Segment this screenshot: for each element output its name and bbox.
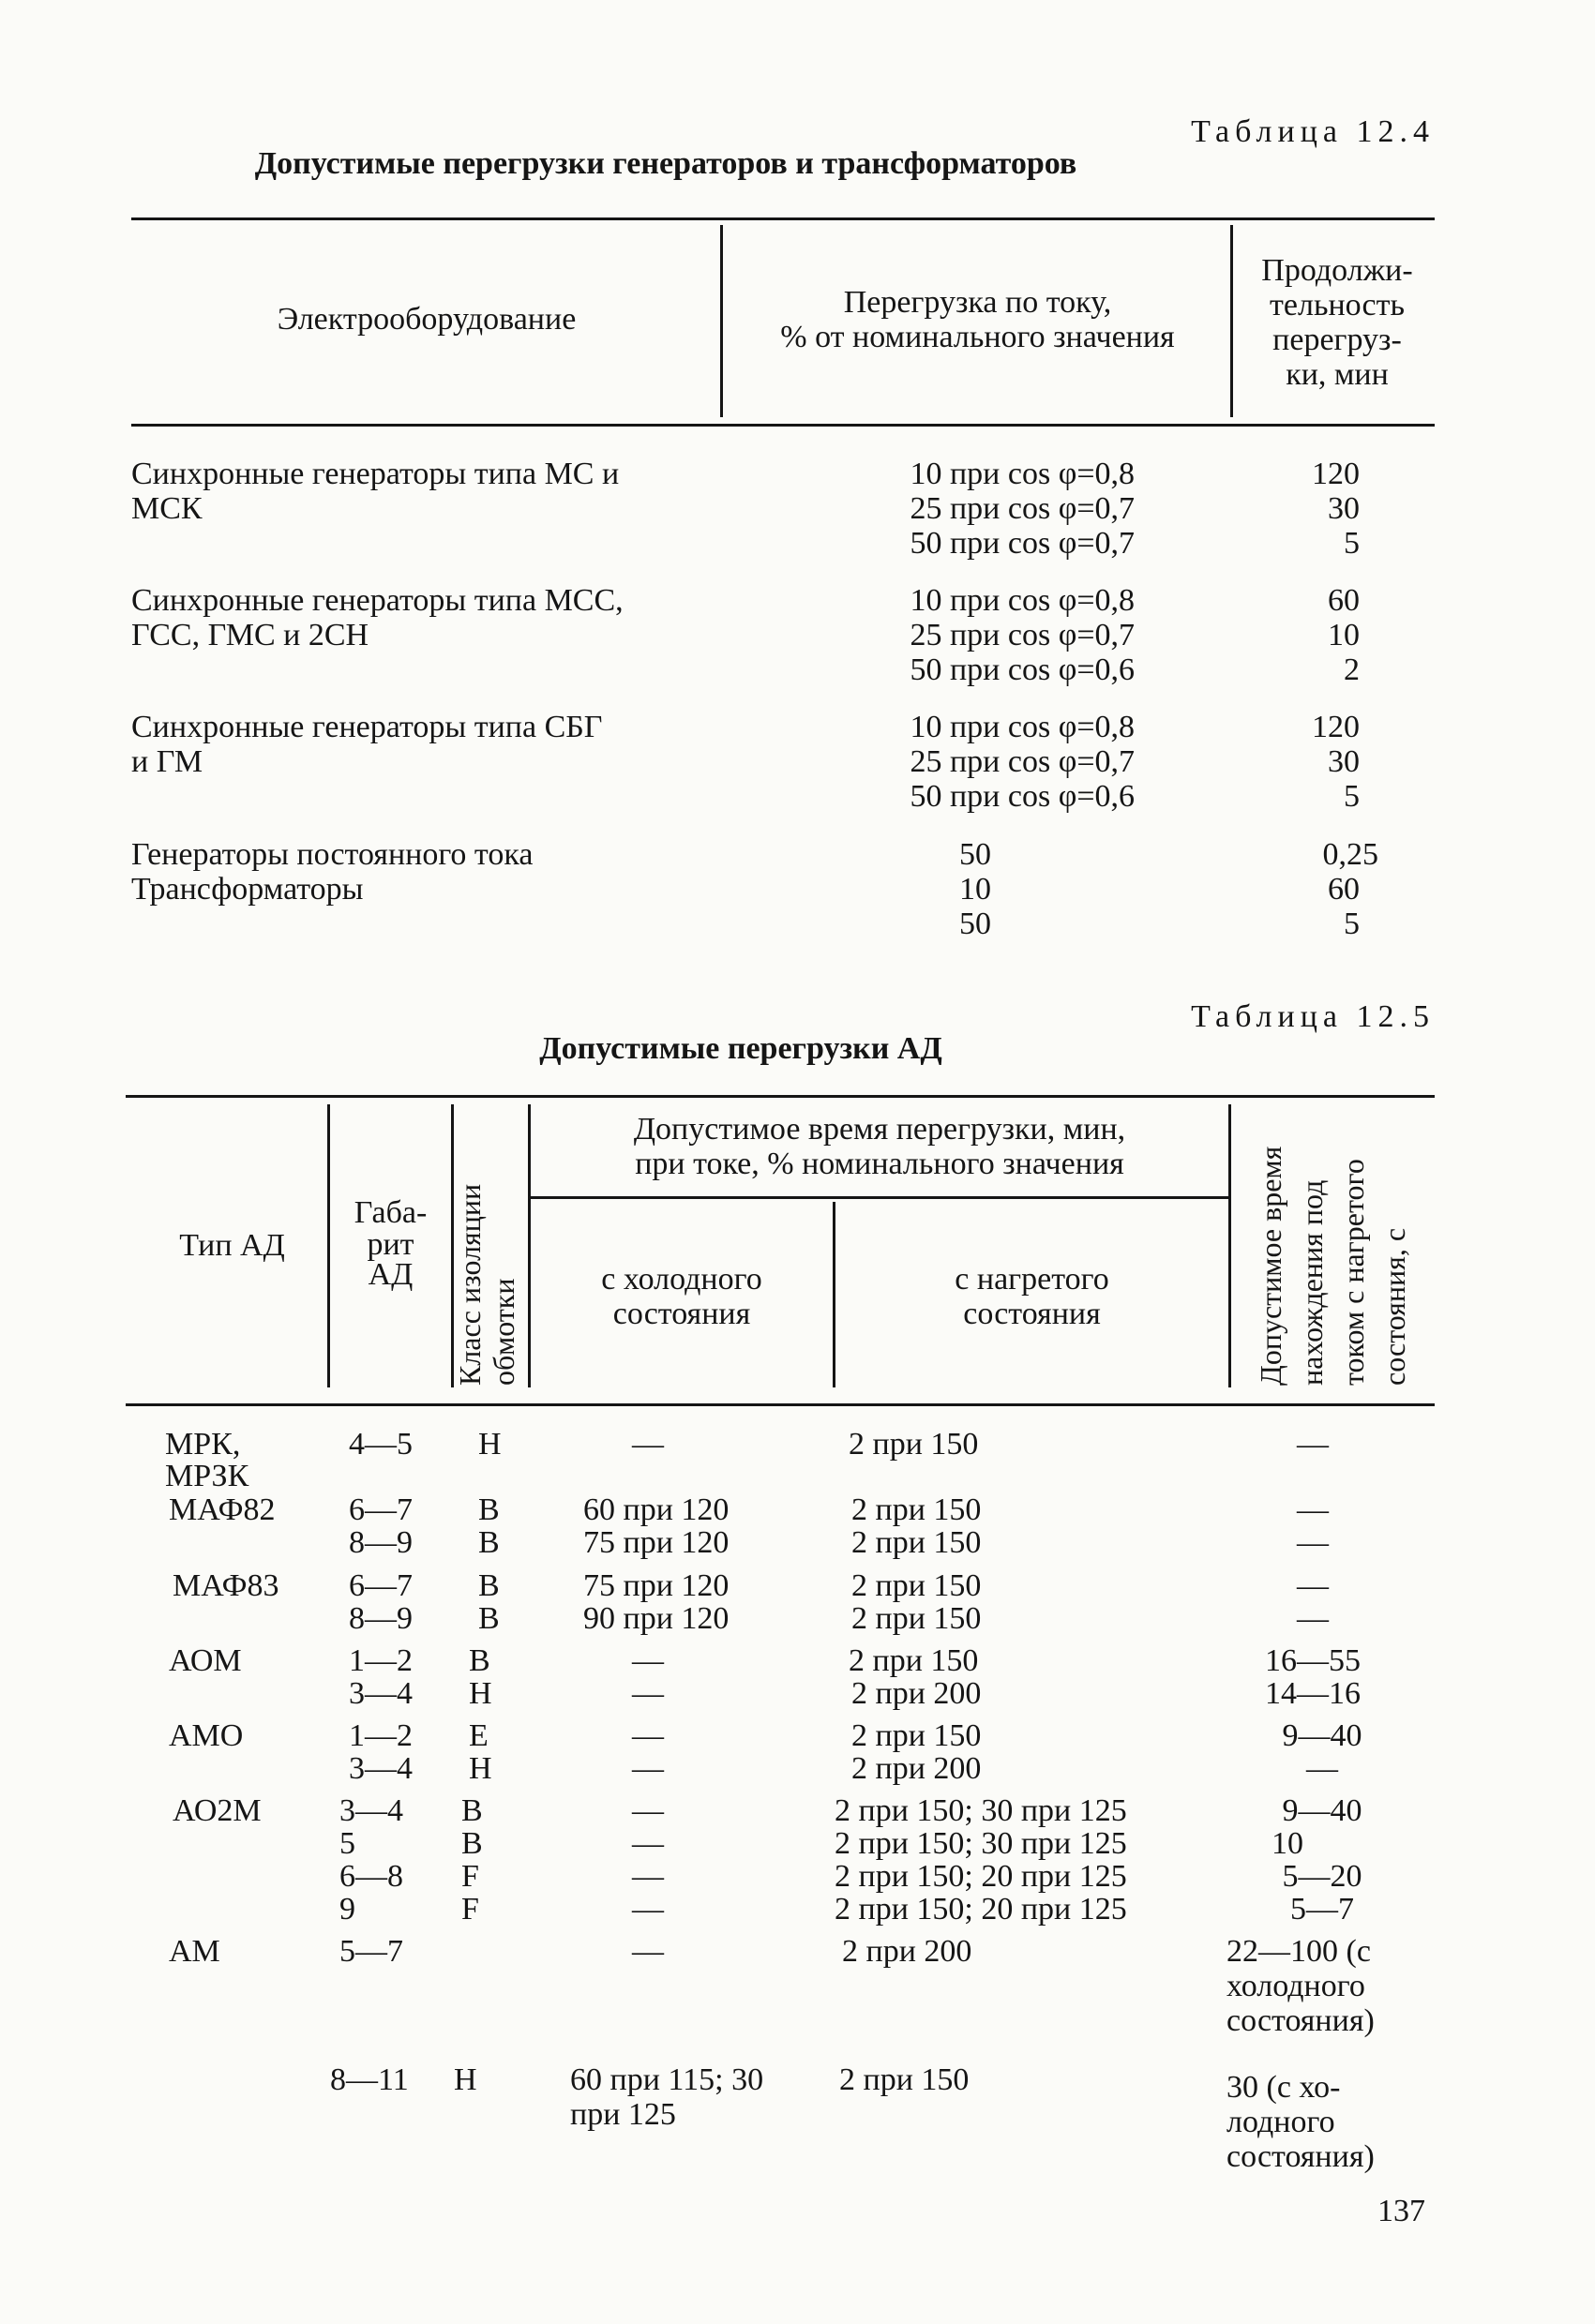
table2-row12-time: 5—20 [1282,1859,1362,1894]
table1-row2-overload-3: 50 при cos φ=0,6 [910,652,1135,687]
table2-row15-time-line-3: состояния) [1226,2139,1375,2174]
table2-row3-hot: 2 при 150 [851,1525,982,1560]
page-number: 137 [1377,2194,1425,2228]
table1-header-duration [1240,253,1435,392]
table1-row2-duration-2: 10 [1328,618,1360,652]
table2-row1-time: — [1297,1427,1329,1462]
table2-header-cold [531,1262,833,1331]
table1-row3-duration-1: 120 [1312,710,1360,744]
table2-row13-size: 9 [339,1892,355,1927]
table2-row6-class: В [469,1643,490,1678]
table2-row8-cold: — [632,1718,664,1753]
table1-row3-duration-2: 30 [1328,744,1360,779]
table2-row2-size: 6—7 [349,1492,413,1527]
table2-row14-time-line-2: холодного [1226,1969,1365,2003]
table2-row5-class: В [478,1601,500,1636]
table2-group-rule [531,1196,1228,1199]
table1-header-duration-line-3: перегруз- [1272,322,1402,357]
table2-header-overload-group [531,1112,1228,1181]
table2-row8-class: Е [469,1718,489,1753]
table1-row4-duration-2: 60 [1328,872,1360,907]
table2-header-overload-group-line-1: Допустимое время перегрузки, мин, [633,1112,1126,1147]
table1-row3-name-line-2: и ГМ [131,744,203,779]
table2-row7-time: 14—16 [1265,1676,1361,1711]
table1-row2-duration-3: 2 [1344,652,1360,687]
table1-row2-overload-1: 10 при cos φ=0,8 [910,583,1135,618]
table2-row1-class: Н [478,1427,502,1462]
table2-row8-hot: 2 при 150 [851,1718,982,1753]
table1-row1-duration-3: 5 [1344,526,1360,561]
table2-row10-class: В [461,1793,483,1828]
table1-row2-duration-1: 60 [1328,583,1360,618]
table2-row4-class: В [478,1568,500,1603]
table1-row4-overload-3: 50 [959,907,991,941]
table2-header-cold-line-1: с холодного [601,1262,762,1297]
table2-row1-cold: — [632,1427,664,1462]
table2-header-allowed-time-line-3: током с нагретого [1336,1159,1370,1386]
table1-row4-duration-1: 0,25 [1322,837,1378,872]
table2-label: Таблица 12.5 [1191,999,1435,1034]
table2-row14-size: 5—7 [339,1934,403,1969]
table2-header-allowed-time-line-4: состояния, с [1377,1227,1411,1386]
table1-row3-overload-3: 50 при cos φ=0,6 [910,779,1135,814]
table1-row1-name-line-2: МСК [131,491,203,526]
table2-row1-size: 4—5 [349,1427,413,1462]
table2-row8-time: 9—40 [1282,1718,1362,1753]
table2-top-rule [126,1095,1435,1098]
table2-header-allowed-time-line-1: Допустимое время [1254,1146,1287,1386]
table1-row4-duration-3: 5 [1344,907,1360,941]
table2-col-divider-5 [1228,1104,1231,1387]
table2-row7-cold: — [632,1676,664,1711]
table2-title: Допустимые перегрузки АД [539,1031,942,1066]
table2-row4-type: МАФ83 [173,1568,279,1603]
table2-row15-time-line-2: лодного [1226,2105,1335,2139]
table2-row10-cold: — [632,1793,664,1828]
table2-header-size-line-1: Габа- [354,1195,428,1230]
table2-row2-type: МАФ82 [169,1492,276,1527]
table2-row10-size: 3—4 [339,1793,403,1828]
table2-row14-time-line-1: 22—100 (с [1226,1934,1371,1969]
table2-row11-class: В [461,1826,483,1861]
table1-row4-name-line-1: Генераторы постоянного тока [131,837,534,872]
table2-row7-size: 3—4 [349,1676,413,1711]
table2-row9-size: 3—4 [349,1751,413,1786]
table2-row2-time: — [1297,1492,1329,1527]
table1-header-duration-line-1: Продолжи- [1261,253,1413,288]
table2-header-hot-line-2: состояния [963,1297,1101,1331]
table2-row6-size: 1—2 [349,1643,413,1678]
table1-row3-overload-2: 25 при cos φ=0,7 [910,744,1135,779]
table1-row2-name-line-2: ГСС, ГМС и 2СН [131,618,369,652]
table1-top-rule [131,217,1435,220]
table2-header-hot-line-1: с нагретого [955,1262,1109,1297]
table1-header-duration-line-4: ки, мин [1286,357,1389,392]
table2-header-size-line-2: рит [367,1227,414,1262]
table2-row9-class: Н [469,1751,492,1786]
table2-row4-hot: 2 при 150 [851,1568,982,1603]
table1-header-overload-line-1: Перегрузка по току, [843,285,1112,320]
table2-header-overload-group-line-2: при токе, % номинального значения [635,1147,1124,1181]
table2-row3-size: 8—9 [349,1525,413,1560]
table1-row1-duration-1: 120 [1312,457,1360,491]
table2-row13-time: 5—7 [1290,1892,1354,1927]
table2-header-hot [835,1262,1228,1331]
table2-row12-class: F [461,1859,479,1894]
table2-row12-size: 6—8 [339,1859,403,1894]
table1-row3-duration-3: 5 [1344,779,1360,814]
table2-row9-cold: — [632,1751,664,1786]
table2-row11-size: 5 [339,1826,355,1861]
table1-row1-name-line-1: Синхронные генераторы типа МС и [131,457,620,491]
table1-row4-name-line-2: Трансформаторы [131,872,364,907]
table2-row13-cold: — [632,1892,664,1927]
table2-row7-hot: 2 при 200 [851,1676,982,1711]
table2-row13-hot: 2 при 150; 20 при 125 [835,1892,1127,1927]
table2-row15-cold-line-1: 60 при 115; 30 [570,2062,764,2097]
table1-row4-overload-2: 10 [959,872,991,907]
table2-row14-type: АМ [169,1934,220,1969]
table2-row5-cold: 90 при 120 [583,1601,730,1636]
table2-row4-cold: 75 при 120 [583,1568,730,1603]
table2-row10-type: АО2М [173,1793,262,1828]
table2-header-size-line-3: АД [368,1257,414,1292]
table1-header-rule [131,424,1435,427]
table1-row1-duration-2: 30 [1328,491,1360,526]
table2-row15-time-line-1: 30 (с хо- [1226,2070,1341,2105]
table1-row1-overload-3: 50 при cos φ=0,7 [910,526,1135,561]
table2-row2-cold: 60 при 120 [583,1492,730,1527]
table2-row4-time: — [1297,1568,1329,1603]
table2-row11-hot: 2 при 150; 30 при 125 [835,1826,1127,1861]
table1-row2-overload-2: 25 при cos φ=0,7 [910,618,1135,652]
table1-header-equipment: Электрооборудование [277,302,577,337]
table2-row10-hot: 2 при 150; 30 при 125 [835,1793,1127,1828]
table2-row12-hot: 2 при 150; 20 при 125 [835,1859,1127,1894]
table1-header-duration-line-2: тельность [1270,288,1405,322]
table2-row1-type-line-1: МРК, [165,1427,241,1462]
table2-header-allowed-time-line-2: нахождения под [1295,1179,1329,1386]
table2-header-size [330,1195,451,1290]
table1-header-overload [727,285,1228,354]
table2-row2-hot: 2 при 150 [851,1492,982,1527]
table1-row3-overload-1: 10 при cos φ=0,8 [910,710,1135,744]
table2-row4-size: 6—7 [349,1568,413,1603]
table1-title: Допустимые перегрузки генераторов и трансформаторов [254,146,1077,181]
table2-row14-time-line-3: состояния) [1226,2003,1375,2038]
table2-row12-cold: — [632,1859,664,1894]
table1-label: Таблица 12.4 [1191,114,1435,149]
table2-row1-hot: 2 при 150 [849,1427,979,1462]
table1-row2-name-line-1: Синхронные генераторы типа МСС, [131,583,624,618]
table2-row6-time: 16—55 [1265,1643,1361,1678]
table2-row11-cold: — [632,1826,664,1861]
table2-row9-time: — [1306,1751,1338,1786]
table2-row2-class: В [478,1492,500,1527]
table1-header-overload-line-2: % от номинального значения [780,320,1175,354]
table2-row8-size: 1—2 [349,1718,413,1753]
table2-row3-cold: 75 при 120 [583,1525,730,1560]
table2-row15-size: 8—11 [330,2062,409,2097]
table2-header-cold-line-2: состояния [612,1297,751,1331]
table2-row1-type-line-2: МРЗК [165,1459,249,1493]
table1-row3-name-line-1: Синхронные генераторы типа СБГ [131,710,603,744]
table1-col-divider-1 [720,225,723,417]
table2-row13-class: F [461,1892,479,1927]
table1-row1-overload-2: 25 при cos φ=0,7 [910,491,1135,526]
table2-row5-size: 8—9 [349,1601,413,1636]
table2-row14-hot: 2 при 200 [842,1934,972,1969]
table1-row1-overload-1: 10 при cos φ=0,8 [910,457,1135,491]
table2-row3-class: В [478,1525,500,1560]
table2-row7-class: Н [469,1676,492,1711]
table2-row15-hot: 2 при 150 [839,2062,970,2097]
table2-row9-hot: 2 при 200 [851,1751,982,1786]
table2-row6-type: АОМ [169,1643,242,1678]
table2-row15-cold-line-2: при 125 [570,2097,676,2132]
table2-header-insulation-line-2: обмотки [487,1278,520,1386]
table2-header-type: Тип АД [179,1228,285,1263]
table1-col-divider-2 [1230,225,1233,417]
table2-row5-time: — [1297,1601,1329,1636]
table2-row8-type: АМО [169,1718,244,1753]
table2-row6-hot: 2 при 150 [849,1643,979,1678]
table2-row6-cold: — [632,1643,664,1678]
table2-row14-cold: — [632,1934,664,1969]
table2-row10-time: 9—40 [1282,1793,1362,1828]
table2-row11-time: 10 [1271,1826,1303,1861]
table2-row3-time: — [1297,1525,1329,1560]
table2-row5-hot: 2 при 150 [851,1601,982,1636]
table2-header-insulation-line-1: Класс изоляции [453,1183,487,1386]
table2-row15-class: Н [454,2062,477,2097]
table1-row4-overload-1: 50 [959,837,991,872]
